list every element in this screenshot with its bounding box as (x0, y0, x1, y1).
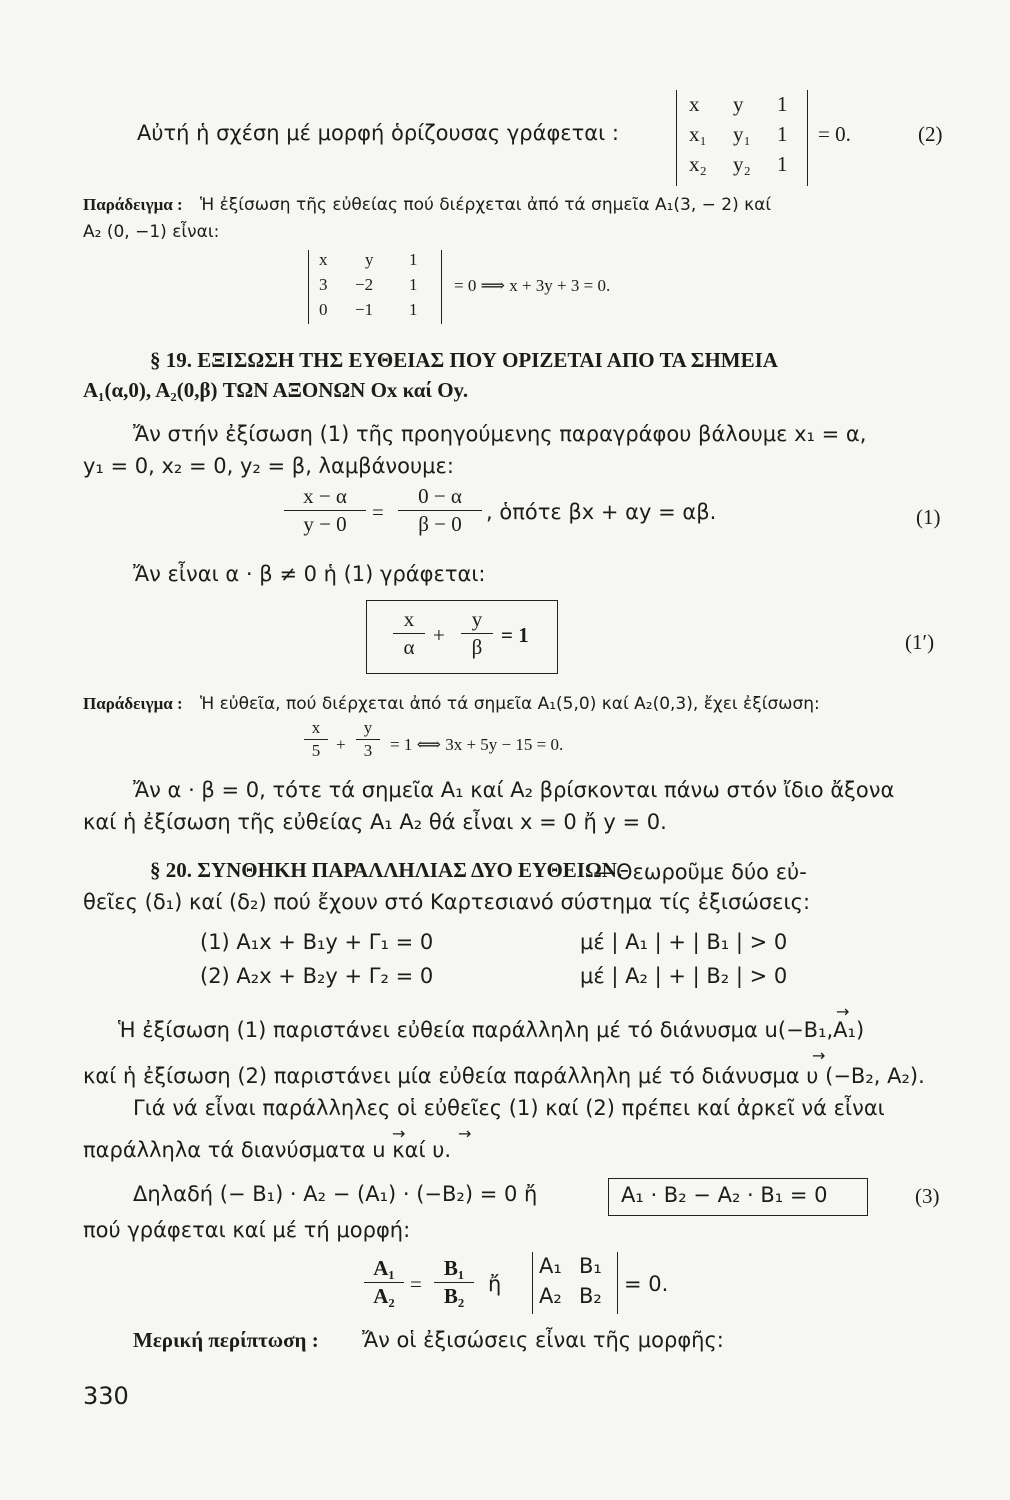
det-cell: x₂ (689, 152, 707, 176)
example-label: Παράδειγμα : (83, 195, 183, 214)
paragraph: Γιά νά εἶναι παράλληλες οἱ εὐθεῖες (1) καί (2) πρέπει καί ἀρκεῖ νά εἶναι (133, 1096, 885, 1120)
fraction (364, 1256, 404, 1309)
plus-sign: + (433, 623, 445, 647)
fraction-numerator: 0 − α (418, 484, 462, 508)
section-heading: § 19. ΕΞΙΣΩΣΗ ΤΗΣ ΕΥΘΕΙΑΣ ΠΟΥ ΟΡΙΖΕΤΑΙ ΑΠΟ ΤΑ ΣΗΜΕΙΑ (150, 348, 778, 372)
det-cell: 1 (777, 122, 788, 146)
section-heading: § 20. ΣΥΝΘΗΚΗ ΠΑΡΑΛΛΗΛΙΑΣ ΔΥΟ ΕΥΘΕΙΩΝ. (150, 858, 623, 882)
boxed-equation (608, 1178, 868, 1216)
example-label: Παράδειγμα : (83, 694, 183, 713)
equation-number: (1) (916, 505, 941, 529)
plus-sign: + (336, 735, 346, 754)
det-cell: 3 (319, 275, 328, 294)
paragraph: —Θεωροῦμε δύο εὐ- (595, 860, 807, 884)
det-cell: 1 (777, 92, 788, 116)
special-case-label: Μερική περίπτωση : (133, 1328, 319, 1352)
fraction-numerator: B₁ (443, 1256, 465, 1280)
example-text: Ἡ ἐξίσωση τῆς εὐθείας πού διέρχεται ἀπό τά σημεῖα A₁(3, − 2) καί (200, 195, 772, 215)
det-cell: y (365, 250, 374, 269)
det-cell: A₂ (539, 1284, 562, 1308)
det-cell: 1 (409, 300, 418, 319)
example-text: A₂ (0, −1) εἶναι: (83, 222, 220, 242)
paragraph: Ἄν οἱ ἐξισώσεις εἶναι τῆς μορφῆς: (362, 1328, 724, 1352)
fraction-denominator: y − 0 (303, 512, 347, 536)
fraction (304, 718, 328, 761)
fraction-numerator: A₁ (373, 1256, 395, 1280)
det1-rhs: = 0. (818, 122, 851, 146)
equation-condition: μέ | A₂ | + | B₂ | > 0 (580, 964, 788, 988)
equation-text: , ὁπότε βx + αy = αβ. (486, 500, 717, 524)
det-cell: y (733, 92, 744, 116)
vector-arrow-icon: → (812, 1046, 826, 1065)
det2-rhs: = 0. (624, 1272, 669, 1296)
det-cell: −2 (355, 275, 374, 294)
paragraph: Ἄν εἶναι α · β ≠ 0 ἡ (1) γράφεται: (133, 562, 486, 586)
vector-arrow-icon: → (458, 1124, 472, 1143)
boxed-rhs: = 1 (501, 623, 529, 647)
example-result: = 1 ⟺ 3x + 5y − 15 = 0. (390, 735, 564, 754)
det-cell: 0 (319, 300, 328, 319)
fraction-denominator: α (403, 635, 415, 659)
equals-sign: = (372, 500, 384, 524)
equation-condition: μέ | A₁ | + | B₁ | > 0 (580, 930, 788, 954)
paragraph: πού γράφεται καί μέ τή μορφή: (83, 1218, 411, 1242)
fraction-denominator: A₂ (373, 1284, 395, 1308)
paragraph: καί ἡ ἐξίσωση τῆς εὐθείας A₁ A₂ θά εἶναι x = 0 ἤ y = 0. (83, 810, 667, 834)
paragraph: Ἡ ἐξίσωση (1) παριστάνει εὐθεία παράλληλη μέ τό διάνυσμα u(−B₁,A₁) (118, 1018, 865, 1042)
fraction-denominator: 3 (363, 741, 373, 760)
fraction-numerator: x (403, 607, 415, 631)
det-cell: x (689, 92, 700, 116)
section-heading: A₁(α,0), A₂(0,β) ΤΩΝ ΑΞΟΝΩΝ Ox καί Oy. (83, 378, 469, 402)
fraction-numerator: y (471, 607, 483, 631)
boxed-equation (366, 600, 558, 674)
det-cell: 1 (777, 152, 788, 176)
example-result: = 0 ⟹ x + 3y + 3 = 0. (454, 276, 611, 295)
paragraph: y₁ = 0, x₂ = 0, y₂ = β, λαμβάνουμε: (83, 454, 454, 478)
det-cell: B₁ (579, 1254, 602, 1278)
intro-line: Αὐτή ἡ σχέση μέ μορφή ὁρίζουσας γράφεται : (137, 121, 619, 145)
paragraph: θεῖες (δ₁) καί (δ₂) πού ἔχουν στό Καρτεσιανό σύστημα τίς ἐξισώσεις: (83, 890, 811, 914)
det-cell: B₂ (579, 1284, 602, 1308)
fraction (398, 484, 482, 537)
vector-arrow-icon: → (392, 1124, 406, 1143)
example-determinant (308, 250, 442, 324)
fraction-denominator: β (471, 635, 483, 659)
fraction-denominator: β − 0 (418, 512, 462, 536)
determinant-2x2 (532, 1252, 618, 1314)
fraction-numerator: x − α (303, 484, 347, 508)
paragraph: καί ἡ ἐξίσωση (2) παριστάνει μία εὐθεία παράλληλη μέ τό διάνυσμα υ (−B₂, A₂). (83, 1064, 925, 1088)
det-cell: x₁ (689, 122, 707, 146)
det-cell: 1 (409, 275, 418, 294)
example-text: Ἡ εὐθεῖα, πού διέρχεται ἀπό τά σημεῖα A₁(5,0) καί A₂(0,3), ἔχει ἐξίσωση: (200, 694, 820, 714)
paragraph: Δηλαδή (− B₁) · A₂ − (A₁) · (−B₂) = 0 ἤ (133, 1182, 538, 1206)
equation-line: (1) A₁x + B₁y + Γ₁ = 0 (200, 930, 434, 954)
fraction (393, 607, 425, 660)
or-text: ἤ (488, 1272, 502, 1296)
fraction-numerator: x (311, 718, 321, 737)
boxed-text: A₁ · B₂ − A₂ · B₁ = 0 (621, 1183, 828, 1207)
paragraph: Ἄν α · β = 0, τότε τά σημεῖα A₁ καί A₂ βρίσκονται πάνω στόν ἴδιο ἄξονα (133, 778, 895, 802)
det-cell: A₁ (539, 1254, 562, 1278)
det-cell: −1 (355, 300, 374, 319)
equation-line: (2) A₂x + B₂y + Γ₂ = 0 (200, 964, 434, 988)
paragraph: Ἄν στήν ἐξίσωση (1) τῆς προηγούμενης παραγράφου βάλουμε x₁ = α, (133, 422, 867, 446)
fraction (356, 718, 380, 761)
equals-sign: = (410, 1272, 422, 1296)
fraction-denominator: 5 (311, 741, 321, 760)
det-cell: x (319, 250, 328, 269)
fraction (461, 607, 493, 660)
determinant-xy (676, 90, 808, 186)
det-cell: y₁ (733, 122, 751, 146)
det-cell: y₂ (733, 152, 751, 176)
equation-number: (3) (915, 1184, 940, 1208)
fraction-denominator: B₂ (443, 1284, 465, 1308)
vector-arrow-icon: → (836, 1002, 850, 1021)
equation-number: (1′) (905, 630, 935, 654)
det-cell: 1 (409, 250, 418, 269)
paragraph: παράλληλα τά διανύσματα u καί υ. (83, 1138, 452, 1162)
fraction-numerator: y (363, 718, 373, 737)
fraction (284, 484, 366, 537)
fraction (434, 1256, 474, 1309)
equation-number: (2) (918, 122, 943, 146)
page-number: 330 (83, 1382, 129, 1410)
